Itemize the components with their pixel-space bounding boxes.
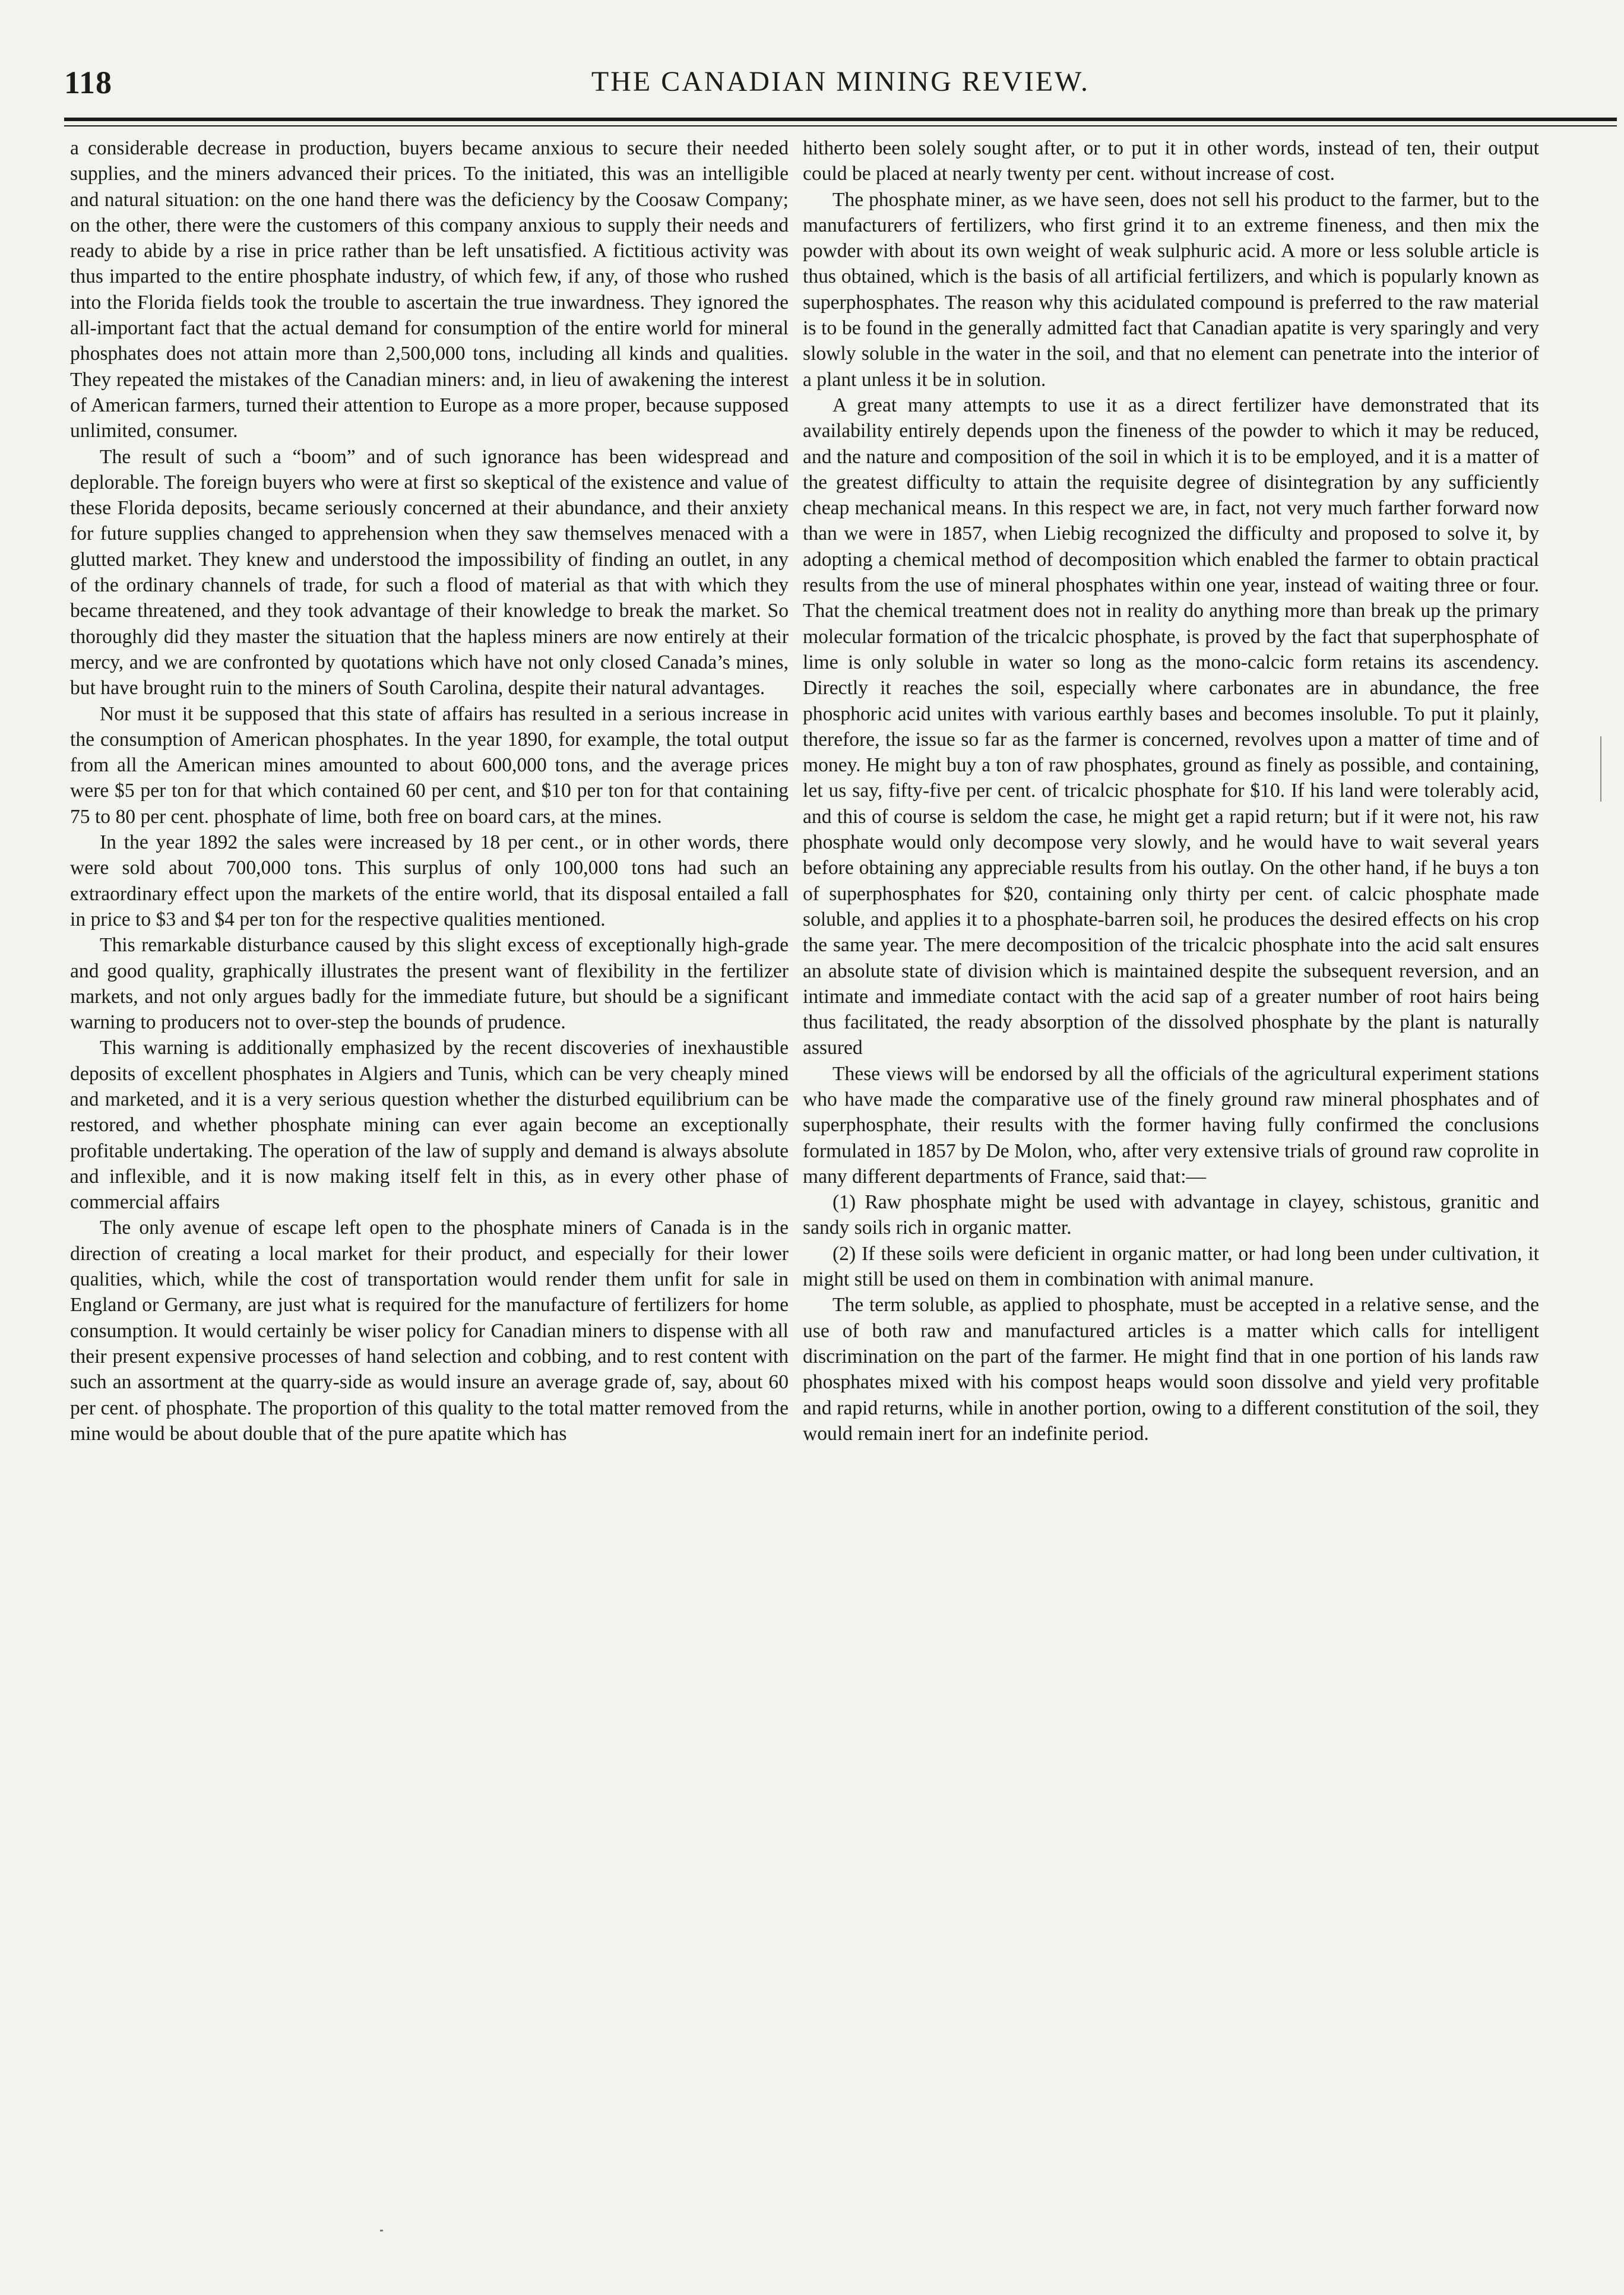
paragraph: The result of such a “boom” and of such ignorance has been widespread and deplorable. The foreign buyers who were at first so skeptical of the existence and value of these Florida deposits, became seriously concerned at their abundance, and their anxiety for future supplies changed to apprehension when they saw themselves menaced with a glutted market. They knew and understood the impossibility of finding an outlet, in any of the ordinary channels of trade, for such a flood of material as that with which they became threatened, and they took advantage of their knowledge to break the market. So thoroughly did they master the situation that the hapless miners are now entirely at their mercy, and we are confronted by quotations which have not only closed Canada’s mines, but have brought ruin to the miners of South Carolina, despite their natural advantages. [70, 445, 789, 699]
paragraph: This warning is additionally emphasized by the recent discoveries of inexhaustible deposits of excellent phosphates in Algiers and Tunis, which can be very cheaply mined and marketed, and it is a very serious question whether the disturbed equilibrium can be restored, and whether phosphate mining can ever again become an exceptionally profitable undertaking. The operation of the law of supply and demand is always absolute and inflexible, and it is now making itself felt in this, as in every other phase of commercial affairs [70, 1037, 789, 1214]
list-item: (2) If these soils were deficient in organic matter, or had long been under cultivation, it might still be used on them in combination with animal manure. [803, 1242, 1539, 1291]
page-header [64, 59, 1617, 113]
print-speck [380, 2230, 383, 2231]
list-item: (1) Raw phosphate might be used with advantage in clayey, schistous, granitic and sandy soils rich in organic matter. [803, 1191, 1539, 1239]
header-rule-thick [64, 118, 1617, 121]
margin-mark [1600, 736, 1601, 802]
page-number: 118 [64, 65, 113, 100]
header-rule-thin [64, 125, 1617, 126]
paragraph: hitherto been solely sought after, or to put it in other words, instead of ten, their output could be placed at nearly twenty per cent. without increase of cost. [803, 137, 1539, 185]
left-column [70, 135, 789, 2196]
right-column [803, 135, 1539, 2196]
paragraph: a considerable decrease in production, buyers became anxious to secure their needed supplies, and the miners advanced their prices. To the initiated, this was an intelligible and natural situation: on the one hand there was the deficiency by the Coosaw Company; on the other, there were the customers of this company anxious to supply their needs and ready to abide by a rise in price rather than be left unsatisfied. A fictitious activity was thus imparted to the entire phosphate industry, of which few, if any, of those who rushed into the Florida fields took the trouble to ascertain the true inwardness. They ignored the all-important fact that the actual demand for consumption of the entire world for mineral phosphates does not attain more than 2,500,000 tons, including all kinds and qualities. They repeated the mistakes of the Canadian miners: and, in lieu of awakening the interest of American farmers, turned their attention to Europe as a more proper, because supposed unlimited, consumer. [70, 137, 789, 442]
running-head-title: THE CANADIAN MINING REVIEW. [591, 66, 1090, 97]
paragraph: The only avenue of escape left open to the phosphate miners of Canada is in the direction of creating a local market for their product, and especially for their lower qualities, which, while the cost of transportation would render them unfit for sale in England or Germany, are just what is required for the manufacture of fertilizers for home consumption. It would certainly be wiser policy for Canadian miners to dispense with all their present expensive processes of hand selection and cobbing, and to rest content with such an assortment at the quarry-side as would insure an average grade of, say, about 60 per cent. of phosphate. The proportion of this quality to the total matter removed from the mine would be about double that of the pure apatite which has [70, 1217, 789, 1445]
paragraph: Nor must it be supposed that this state of affairs has resulted in a serious increase in the consumption of American phosphates. In the year 1890, for example, the total output from all the American mines amounted to about 600,000 tons, and the average prices were $5 per ton for that which contained 60 per cent, and $10 per ton for that containing 75 to 80 per cent. phosphate of lime, both free on board cars, at the mines. [70, 702, 789, 828]
paragraph: The phosphate miner, as we have seen, does not sell his product to the farmer, but to the manufacturers of fertilizers, who first grind it to an extreme fineness, and then mix the powder with about its own weight of weak sulphuric acid. A more or less soluble article is thus obtained, which is the basis of all artificial fertilizers, and which is popularly known as superphosphates. The reason why this acidulated compound is preferred to the raw material is to be found in the generally admitted fact that Canadian apatite is very sparingly and very slowly soluble in the water in the soil, and that no element can penetrate into the interior of a plant unless it be in solution. [803, 188, 1539, 391]
paragraph: The term soluble, as applied to phosphate, must be accepted in a relative sense, and the use of both raw and manufactured articles is a matter which calls for intelligent discrimination on the part of the farmer. He might find that in one portion of his lands raw phosphates mixed with his compost heaps would soon dissolve and yield very profitable and rapid returns, while in another portion, owing to a different constitution of the soil, they would remain inert for an indefinite period. [803, 1294, 1539, 1445]
paragraph: This remarkable disturbance caused by this slight excess of exceptionally high-grade and good quality, graphically illustrates the present want of flexibility in the fertilizer markets, and not only argues badly for the immediate future, but should be a significant warning to producers not to over-step the bounds of prudence. [70, 934, 789, 1034]
paragraph: A great many attempts to use it as a direct fertilizer have demonstrated that its availability entirely depends upon the fineness of the powder to which it may be reduced, and the nature and composition of the soil in which it is to be employed, and it is a matter of the greatest difficulty to attain the requisite degree of disintegration by any sufficiently cheap mechanical means. In this respect we are, in fact, not very much farther forward now than we were in 1857, when Liebig recognized the difficulty and proposed to solve it, by adopting a chemical method of decomposition which enabled the farmer to obtain practical results from the use of mineral phosphates within one year, instead of waiting three or four. That the chemical treatment does not in reality do anything more than break up the primary molecular formation of the tricalcic phosphate, is proved by the fact that superphosphate of lime is only soluble in water so long as the mono-calcic form retains its ascendency. Directly it reaches the soil, especially where carbonates are in abundance, the free phosphoric acid unites with various earthly bases and becomes insoluble. To put it plainly, therefore, the issue so far as the farmer is concerned, revolves upon a matter of time and of money. He might buy a ton of raw phosphates, ground as finely as possible, and containing, let us say, fifty-five per cent. of tricalcic phosphate for $10. If his land were tolerably acid, and this of course is seldom the case, he might get a rapid return; but if it were not, his raw phosphate would only decompose very slowly, and he would have to wait several years before obtaining any appreciable results from his outlay. On the other hand, if he buys a ton of superphosphates for $20, containing only thirty per cent. of calcic phosphate made soluble, and applies it to a phosphate-barren soil, he produces the desired effects on his crop the same year. The mere decomposition of the tricalcic phosphate into the acid salt ensures an absolute state of division which is maintained despite the subsequent reversion, and an intimate and immediate contact with the acid sap of a greater number of root hairs being thus facilitated, the ready absorption of the dissolved phosphate by the plant is naturally assured [803, 394, 1539, 1059]
paragraph: In the year 1892 the sales were increased by 18 per cent., or in other words, there were sold about 700,000 tons. This surplus of only 100,000 tons had such an extraordinary effect upon the markets of the entire world, that its disposal entailed a fall in price to $3 and $4 per ton for the respective qualities mentioned. [70, 831, 789, 930]
paragraph: These views will be endorsed by all the officials of the agricultural experiment stations who have made the comparative use of the finely ground raw mineral phosphates and of superphosphate, their results with the former having fully confirmed the conclusions formulated in 1857 by De Molon, who, after very extensive trials of ground raw coprolite in many different departments of France, said that:— [803, 1062, 1539, 1188]
